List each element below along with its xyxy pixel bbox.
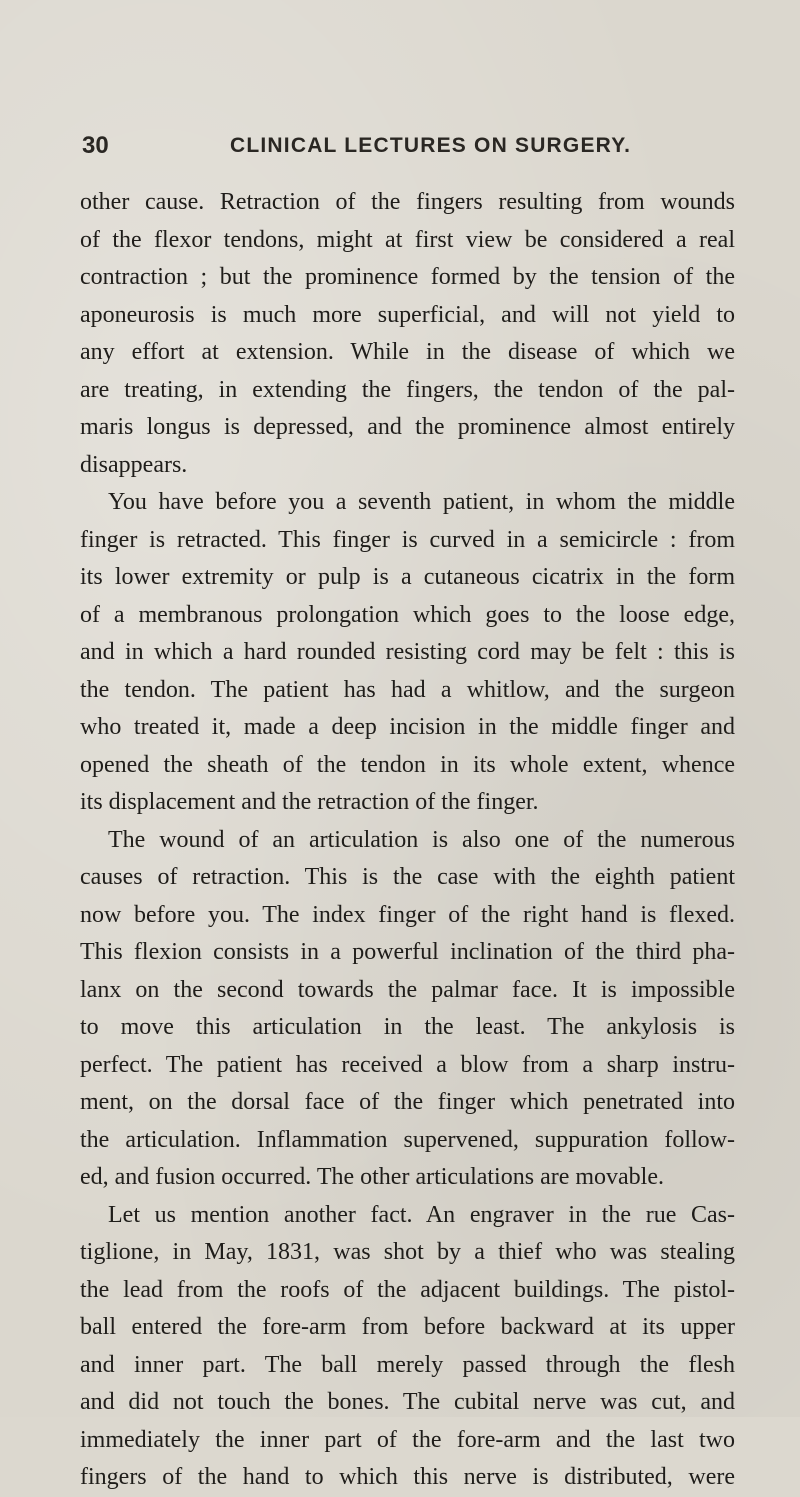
text-line: the lead from the roofs of the adjacent buildings. The pistol- xyxy=(80,1276,735,1303)
text-line: and did not touch the bones. The cubital nerve was cut, and xyxy=(80,1389,735,1415)
running-head: CLINICAL LECTURES ON SURGERY. xyxy=(230,134,632,157)
text-line: fingers of the hand to which this nerve is distributed, were xyxy=(80,1464,735,1490)
text-line: ed, and fusion occurred. The other articulations are movable. xyxy=(80,1164,665,1190)
text-line: its lower extremity or pulp is a cutaneous cicatrix in the form xyxy=(80,564,735,590)
text-line: and in which a hard rounded resisting cord may be felt : this is xyxy=(80,639,735,665)
text-line: ment, on the dorsal face of the finger which penetrated into xyxy=(80,1089,735,1115)
text-line: The wound of an articulation is also one of the numerous xyxy=(108,826,735,853)
text-line: and inner part. The ball merely passed through the flesh xyxy=(80,1351,735,1378)
text-line: any effort at extension. While in the disease of which we xyxy=(80,339,735,365)
text-line: tiglione, in May, 1831, was shot by a thief who was stealing xyxy=(80,1239,735,1265)
text-line: the tendon. The patient has had a whitlow, and the surgeon xyxy=(80,676,735,703)
text-line: contraction ; but the prominence formed by the tension of the xyxy=(80,264,735,290)
text-line: This flexion consists in a powerful inclination of the third pha- xyxy=(80,939,735,965)
paragraph xyxy=(80,1197,735,1497)
text-line: Let us mention another fact. An engraver in the rue Cas- xyxy=(108,1201,735,1228)
text-line: immediately the inner part of the fore-arm and the last two xyxy=(80,1426,735,1453)
text-line: other cause. Retraction of the fingers resulting from wounds xyxy=(80,189,735,215)
text-line: are treating, in extending the fingers, the tendon of the pal- xyxy=(80,376,735,403)
page-header xyxy=(82,132,760,162)
text-line: maris longus is depressed, and the prominence almost entirely xyxy=(80,414,735,440)
page-number: 30 xyxy=(82,132,109,159)
text-line: who treated it, made a deep incision in the middle finger and xyxy=(80,714,735,740)
text-line: disappears. xyxy=(80,451,188,478)
text-line: the articulation. Inflammation supervened, suppuration follow- xyxy=(80,1126,735,1153)
text-line: lanx on the second towards the palmar face. It is impossible xyxy=(80,976,735,1003)
paragraph xyxy=(80,822,735,1197)
text-line: perfect. The patient has received a blow from a sharp instru- xyxy=(80,1051,735,1078)
text-line: to move this articulation in the least. The ankylosis is xyxy=(80,1014,735,1040)
text-line: of the flexor tendons, might at first view be considered a real xyxy=(80,226,735,253)
text-line: finger is retracted. This finger is curved in a semicircle : from xyxy=(80,526,735,553)
text-line: aponeurosis is much more superficial, and will not yield to xyxy=(80,301,735,328)
paragraph xyxy=(80,484,735,822)
text-line: causes of retraction. This is the case with the eighth patient xyxy=(80,864,735,890)
text-line: of a membranous prolongation which goes to the loose edge, xyxy=(80,601,735,628)
text-line: opened the sheath of the tendon in its whole extent, whence xyxy=(80,751,735,778)
text-line: now before you. The index finger of the right hand is flexed. xyxy=(80,901,735,928)
body-text xyxy=(80,184,735,1497)
text-line: its displacement and the retraction of the finger. xyxy=(80,789,539,815)
paragraph xyxy=(80,184,735,484)
text-line: ball entered the fore-arm from before backward at its upper xyxy=(80,1314,735,1340)
text-line: You have before you a seventh patient, in whom the middle xyxy=(108,489,735,515)
